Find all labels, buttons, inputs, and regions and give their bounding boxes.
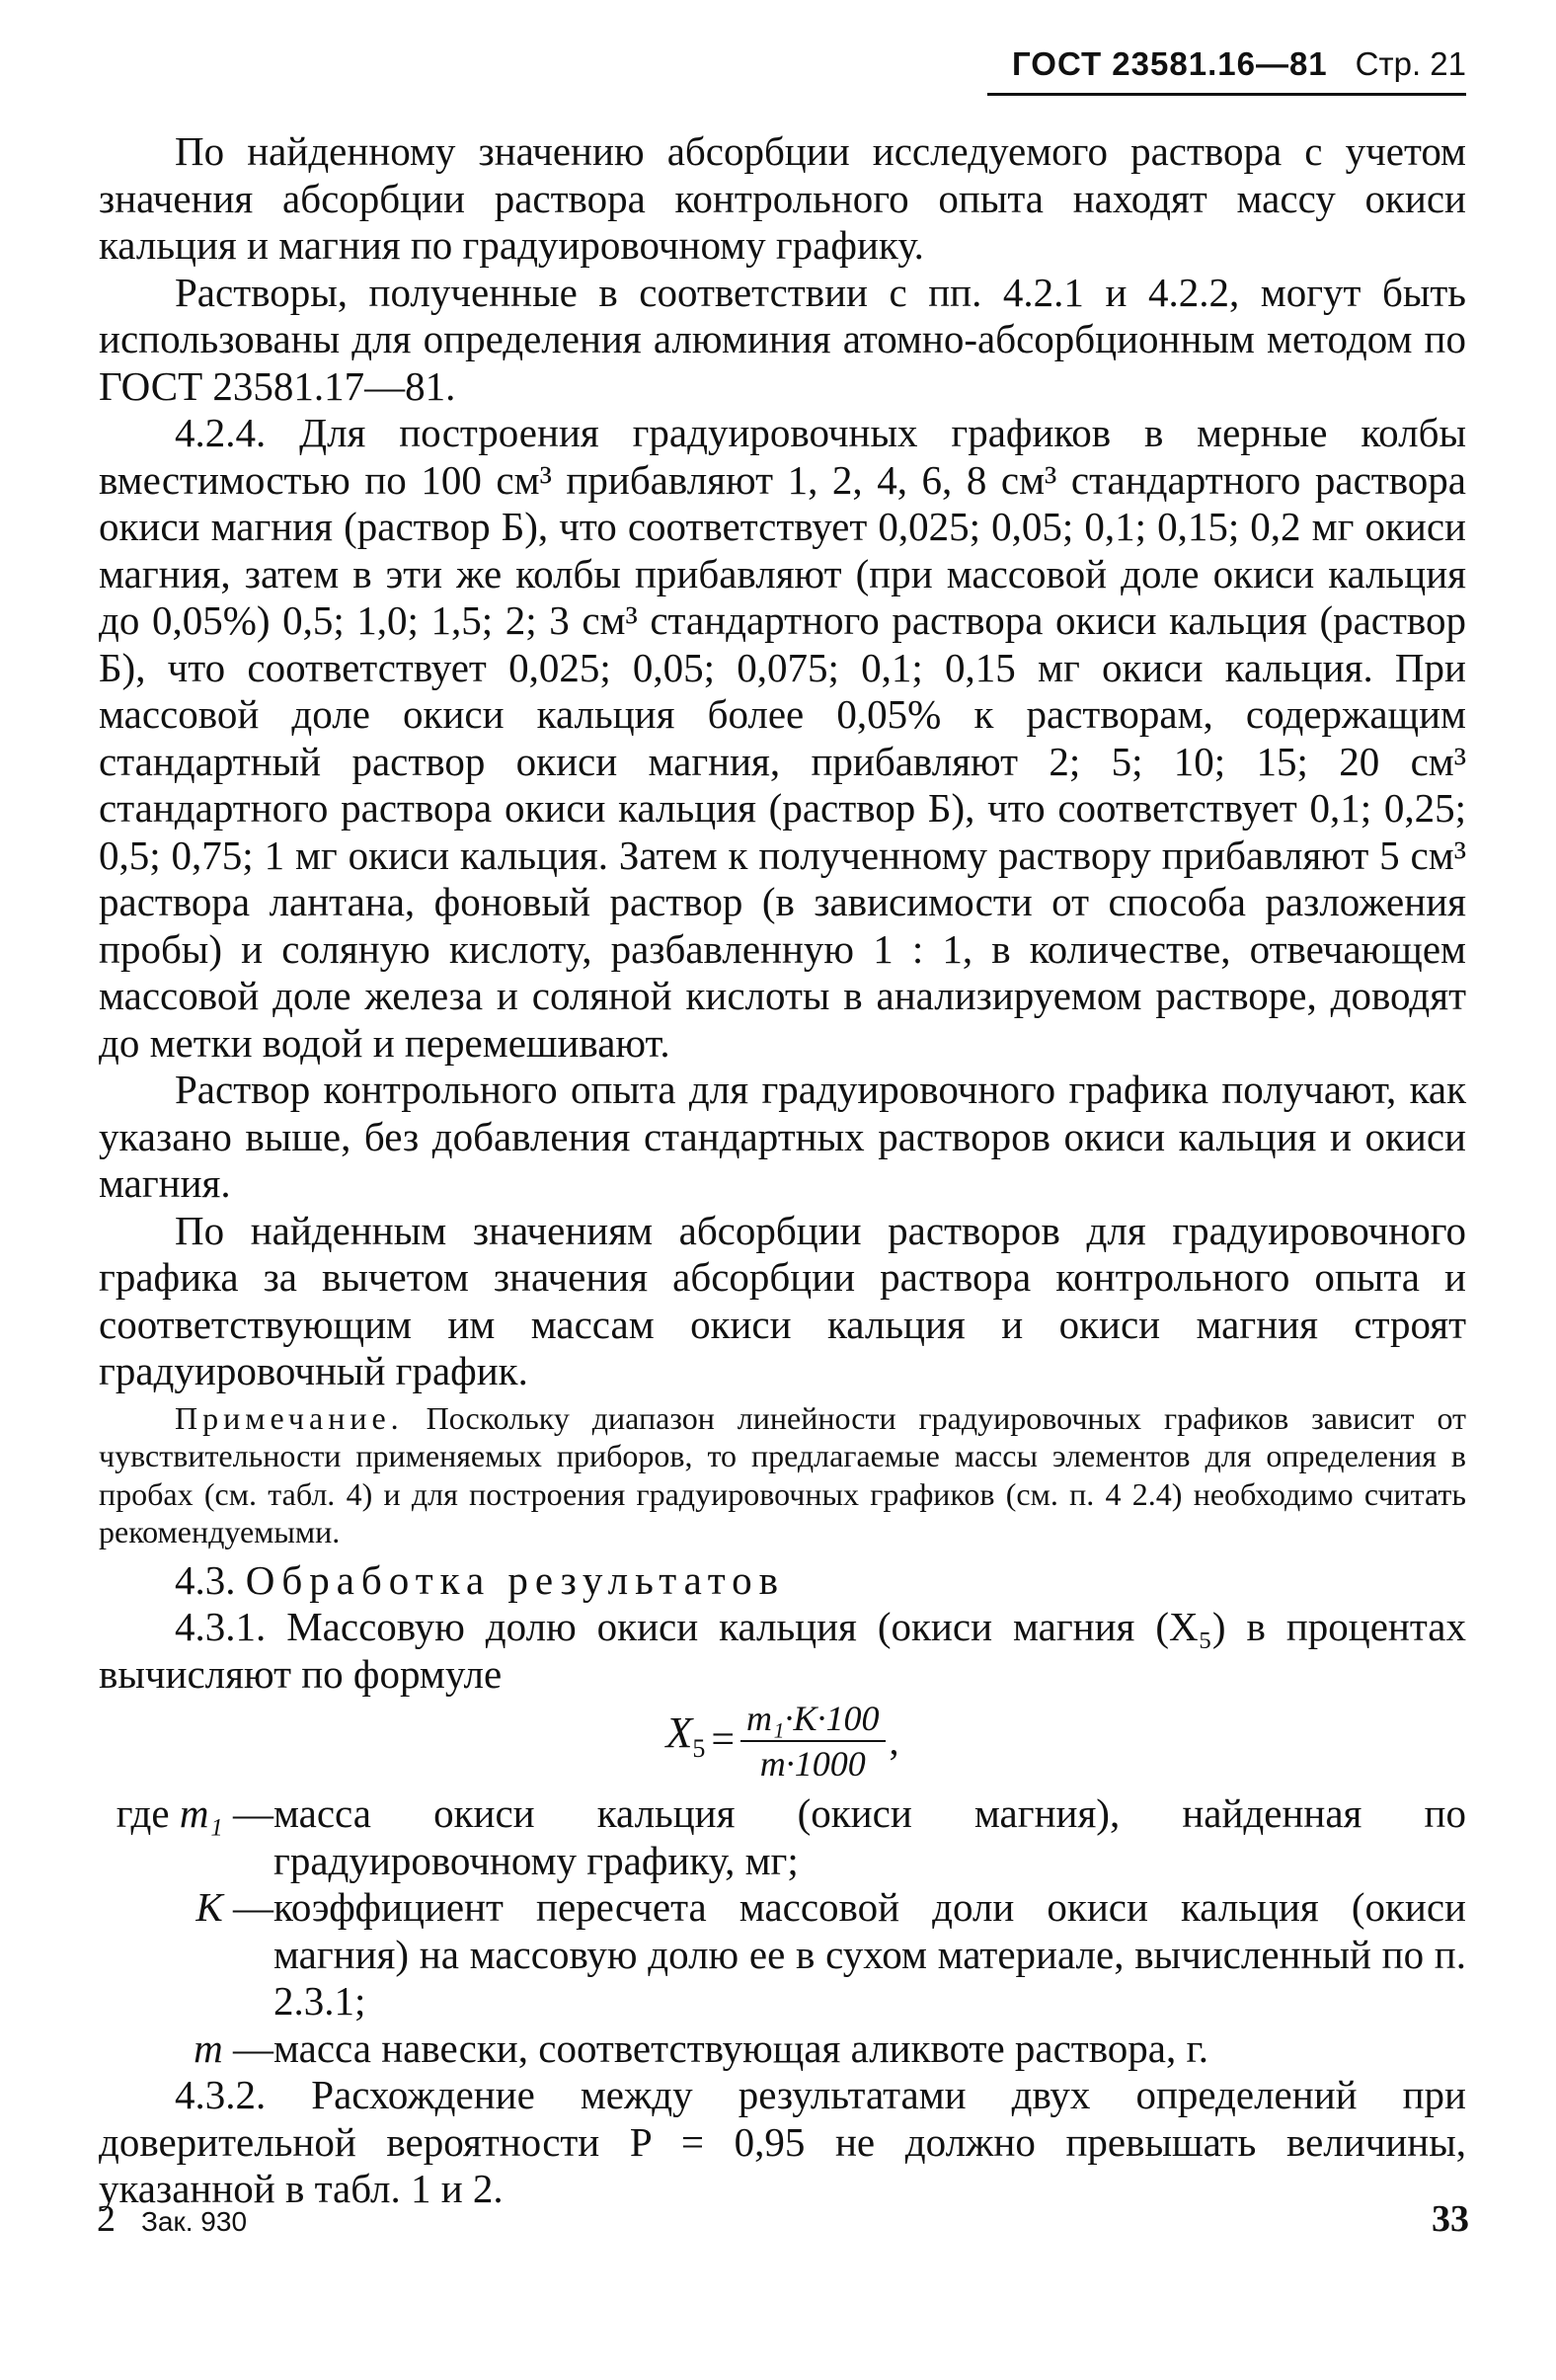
sheet-number: 2 (97, 2198, 116, 2240)
paragraph: 4.2.4. Для построения градуировочных графиков в мерные колбы вместимостью по 100 см³ прибавляют 1, 2, 4, 6, 8 см³ стандартного раствора окиси магния (раствор Б), что соответствует 0,025; 0,05; 0,1; 0,15; 0,2 мг окиси магния, затем в эти же колбы прибавляют (при массовой доле окиси кальция до 0,05%) 0,5; 1,0; 1,5; 2; 3 см³ стандартного раствора окиси кальция (раствор Б), что соответствует 0,025; 0,05; 0,075; 0,1; 0,15 мг окиси кальция. При массовой доле окиси кальция более 0,05% к растворам, содержащим стандартный раствор окиси магния, прибавляют 2; 5; 10; 15; 20 см³ стандартного раствора окиси кальция (раствор Б), что соответствует 0,1; 0,25; 0,5; 0,75; 1 мг окиси кальция. Затем к полученному раствору прибавляют 5 см³ раствора лантана, фоновый раствор (в зависимости от способа разложения пробы) и соляную кислоту, разбавленную 1 : 1, в количестве, отвечающем массовой доле железа и соляной кислоты в анализируемом растворе, доводят до метки водой и перемешивают. (99, 410, 1466, 1066)
formula-equals: = (711, 1717, 736, 1764)
standard-number: ГОСТ 23581.16—81 (1012, 45, 1328, 82)
section-number: 4.3. (175, 1556, 236, 1603)
definition-symbol: m₁ (179, 1790, 223, 1836)
definition-row: m — масса навески, соответствующая аликвоте раствора, г. (99, 2025, 1466, 2073)
formula-denominator: m·1000 (759, 1744, 866, 1784)
definition-row: K — коэффициент пересчета массовой доли окиси кальция (окиси магния) на массовую долю ее в сухом материале, вычисленный по п. 2.3.1; (195, 1884, 1466, 2023)
variable-definitions (99, 1790, 1466, 2072)
note-text: Поскольку диапазон линейности градуировочных графиков зависит от чувствительности применяемых приборов, то предлагаемые массы элементов для определения в пробах (см. табл. 4) и для построения градуировочных графиков (см. п. 4 2.4) необходимо считать рекомендуемыми. (99, 1399, 1467, 1549)
paragraph: Раствор контрольного опыта для градуировочного графика получают, как указано выше, без добавления стандартных растворов окиси кальция и окиси магния. (99, 1067, 1466, 1206)
definition-text: масса навески, соответствующая аликвоте раствора, г. (273, 2024, 1208, 2071)
note (99, 1399, 1466, 1551)
definition-text: коэффициент пересчета массовой доли окиси кальция (окиси магния) на массовую долю ее в сухом материале, вычисленный по п. 2.3.1; (273, 1884, 1466, 2023)
definition-text: масса окиси кальция (окиси магния), найденная по градуировочному графику, мг; (273, 1790, 1466, 1883)
page-number: 33 (1432, 2198, 1469, 2240)
section-heading (99, 1557, 1466, 1605)
formula-numerator: m₁·K·100 (740, 1699, 886, 1742)
page-header (987, 45, 1466, 105)
header-page-label: Стр. 21 (1355, 45, 1466, 82)
paragraph: По найденным значениям абсорбции растворов для градуировочного графика за вычетом значения абсорбции раствора контрольного опыта и соответствующим им массам окиси кальция и окиси магния строят градуировочный график. (99, 1207, 1466, 1393)
paragraph: По найденному значению абсорбции исследуемого раствора с учетом значения абсорбции раствора контрольного опыта находят массу окиси кальция и магния по градуировочному графику. (99, 128, 1466, 268)
definition-row: где m₁ — масса окиси кальция (окиси магния), найденная по градуировочному графику, мг; (116, 1790, 1466, 1883)
formula-lhs: $X_5$ (665, 1708, 706, 1764)
formula-lhs-subscript: 5 (692, 1734, 706, 1764)
order-number: Зак. 930 (141, 2206, 248, 2237)
header-rule (987, 93, 1466, 96)
section-title: Обработка результатов (245, 1556, 786, 1603)
definition-symbol: K (195, 1884, 223, 1930)
paragraph: Растворы, полученные в соответствии с пп. 4.2.1 и 4.2.2, могут быть использованы для определения алюминия атомно-абсорбционным методом по ГОСТ 23581.17—81. (99, 269, 1466, 409)
note-label: Примечание. (175, 1399, 404, 1436)
paragraph: 4.3.1. Массовую долю окиси кальция (окиси магния (X₅) в процентах вычисляют по формуле (99, 1604, 1466, 1697)
document-body (99, 128, 1466, 2213)
formula (99, 1692, 1466, 1790)
definition-symbol: m (194, 2024, 223, 2071)
footer-left (97, 2197, 247, 2241)
formula-fraction (740, 1699, 886, 1784)
paragraph: 4.3.2. Расхождение между результатами двух определений при доверительной вероятности P = 0,95 не должно превышать величины, указанной в табл. 1 и 2. (99, 2072, 1466, 2211)
formula-trail: , (889, 1718, 899, 1764)
